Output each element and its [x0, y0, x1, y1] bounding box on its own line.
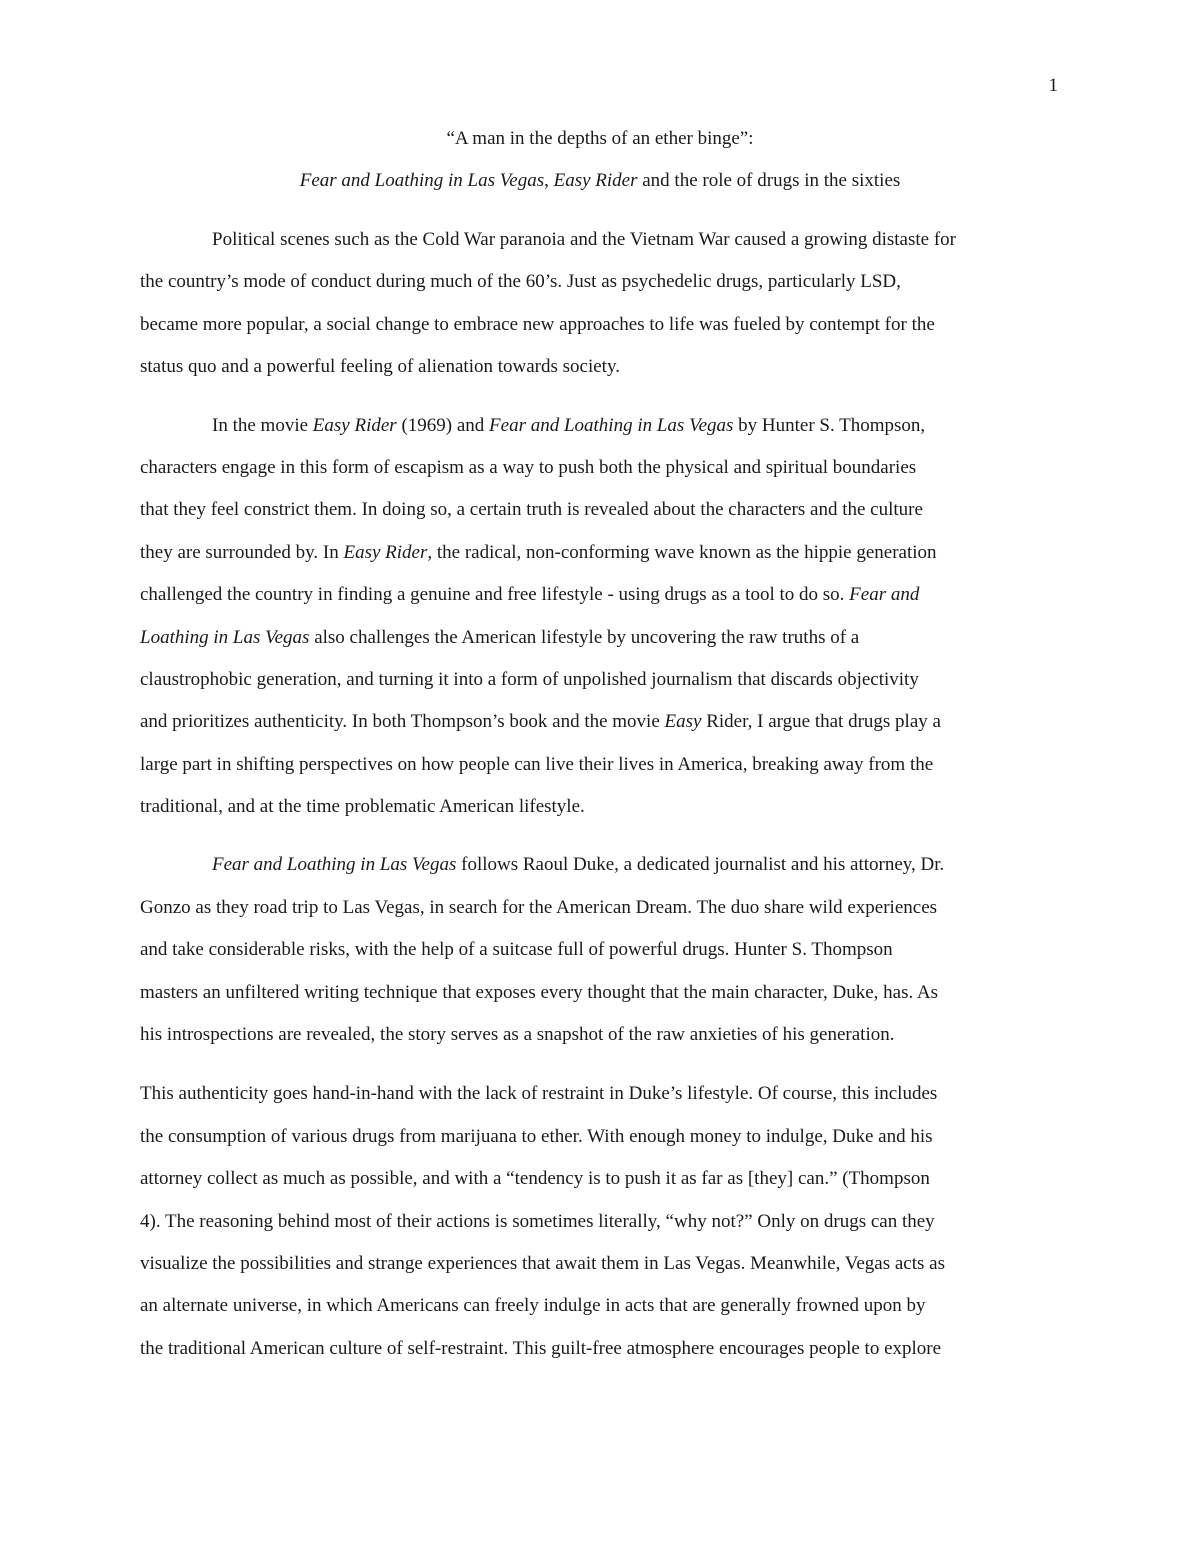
- paragraph-line: 4). The reasoning behind most of their actions is sometimes literally, “why not?” Only on drugs can they: [140, 1210, 935, 1232]
- paragraph-line: an alternate universe, in which Americans can freely indulge in acts that are generally frowned upon by: [140, 1295, 926, 1317]
- paragraph-3: [140, 852, 1060, 1064]
- paragraph-4: [140, 1081, 1060, 1378]
- paragraph-line: status quo and a powerful feeling of alienation towards society.: [140, 356, 620, 378]
- italic-title: Easy: [664, 711, 702, 733]
- paragraph-line: [140, 540, 1060, 582]
- text-run: follows Raoul Duke, a dedicated journalist and his attorney, Dr.: [456, 854, 945, 876]
- text-run: In the movie: [212, 414, 313, 436]
- paragraph-line: attorney collect as much as possible, and with a “tendency is to push it as far as [they] can.” (Thompson: [140, 1168, 930, 1190]
- paragraph-1: [140, 227, 1060, 397]
- paragraph-line: became more popular, a social change to embrace new approaches to life was fueled by contempt for the: [140, 313, 935, 335]
- title-line-2: [140, 168, 1060, 210]
- paragraph-spacer: [140, 836, 1060, 852]
- paragraph-line: visualize the possibilities and strange experiences that await them in Las Vegas. Meanwhile, Vegas acts as: [140, 1252, 945, 1274]
- text-run: Rider, I argue that drugs play a: [701, 711, 941, 733]
- paragraph-line: [140, 582, 1060, 624]
- paragraph-line: Political scenes such as the Cold War paranoia and the Vietnam War caused a growing distaste for: [212, 229, 956, 250]
- paragraph-line: This authenticity goes hand-in-hand with the lack of restraint in Duke’s lifestyle. Of course, this includes: [140, 1083, 938, 1105]
- paragraph-line: [140, 625, 1060, 667]
- essay-title: [140, 126, 1060, 210]
- italic-title: Fear and: [849, 584, 920, 606]
- paragraph-line: Gonzo as they road trip to Las Vegas, in search for the American Dream. The duo share wild experiences: [140, 896, 938, 918]
- text-run: , the radical, non-conforming wave known as the hippie generation: [427, 541, 937, 563]
- paragraph-line: his introspections are revealed, the story serves as a snapshot of the raw anxieties of his generation.: [140, 1024, 895, 1046]
- paragraph-line: [140, 709, 1060, 751]
- paragraph-line: masters an unfiltered writing technique that exposes every thought that the main character, Duke, has. As: [140, 981, 939, 1003]
- title-line-1: “A man in the depths of an ether binge”:: [446, 128, 754, 149]
- title-book-name: Fear and Loathing in Las Vegas: [299, 170, 545, 191]
- paragraph-line: characters engage in this form of escapism as a way to push both the physical and spiritual boundaries: [140, 456, 917, 478]
- paragraph-line: [140, 852, 1060, 894]
- paragraph-spacer: [140, 1064, 1060, 1081]
- page-number: 1: [1048, 75, 1058, 96]
- paragraph-line: [140, 413, 1060, 455]
- paragraph-line: traditional, and at the time problematic American lifestyle.: [140, 796, 585, 818]
- text-run: by Hunter S. Thompson,: [733, 414, 926, 436]
- text-run: and prioritizes authenticity. In both Thompson’s book and the movie: [140, 711, 665, 733]
- paragraph-line: the consumption of various drugs from marijuana to ether. With enough money to indulge, Duke and his: [140, 1125, 933, 1147]
- paragraph-spacer: [140, 397, 1060, 413]
- paragraph-line: and take considerable risks, with the help of a suitcase full of powerful drugs. Hunter S. Thompson: [140, 939, 893, 961]
- text-run: they are surrounded by. In: [140, 541, 344, 563]
- text-run: challenged the country in finding a genuine and free lifestyle - using drugs as a tool to do so.: [140, 584, 850, 606]
- title-subtitle-rest: and the role of drugs in the sixties: [637, 170, 901, 191]
- italic-title: Easy Rider: [343, 541, 428, 563]
- paragraph-line: the country’s mode of conduct during much of the 60’s. Just as psychedelic drugs, particularly LSD,: [140, 271, 901, 293]
- paragraph-line: the traditional American culture of self-restraint. This guilt-free atmosphere encourages people to explore: [140, 1337, 942, 1359]
- paragraph-line: that they feel constrict them. In doing so, a certain truth is revealed about the characters and the culture: [140, 499, 923, 521]
- text-run: (1969) and: [396, 414, 490, 436]
- paragraph-line: claustrophobic generation, and turning it into a form of unpolished journalism that discards objectivity: [140, 668, 919, 690]
- title-movie-name: Easy Rider: [553, 170, 638, 191]
- italic-title: Fear and Loathing in Las Vegas: [489, 414, 734, 436]
- italic-title: Loathing in Las Vegas: [140, 626, 310, 648]
- essay-body: [140, 227, 1060, 1378]
- italic-title: Fear and Loathing in Las Vegas: [212, 854, 457, 876]
- text-run: also challenges the American lifestyle by uncovering the raw truths of a: [309, 626, 860, 648]
- paragraph-2: [140, 413, 1060, 837]
- paragraph-line: large part in shifting perspectives on how people can live their lives in America, breaking away from the: [140, 753, 934, 775]
- title-separator: ,: [544, 170, 554, 191]
- italic-title: Easy Rider: [312, 414, 397, 436]
